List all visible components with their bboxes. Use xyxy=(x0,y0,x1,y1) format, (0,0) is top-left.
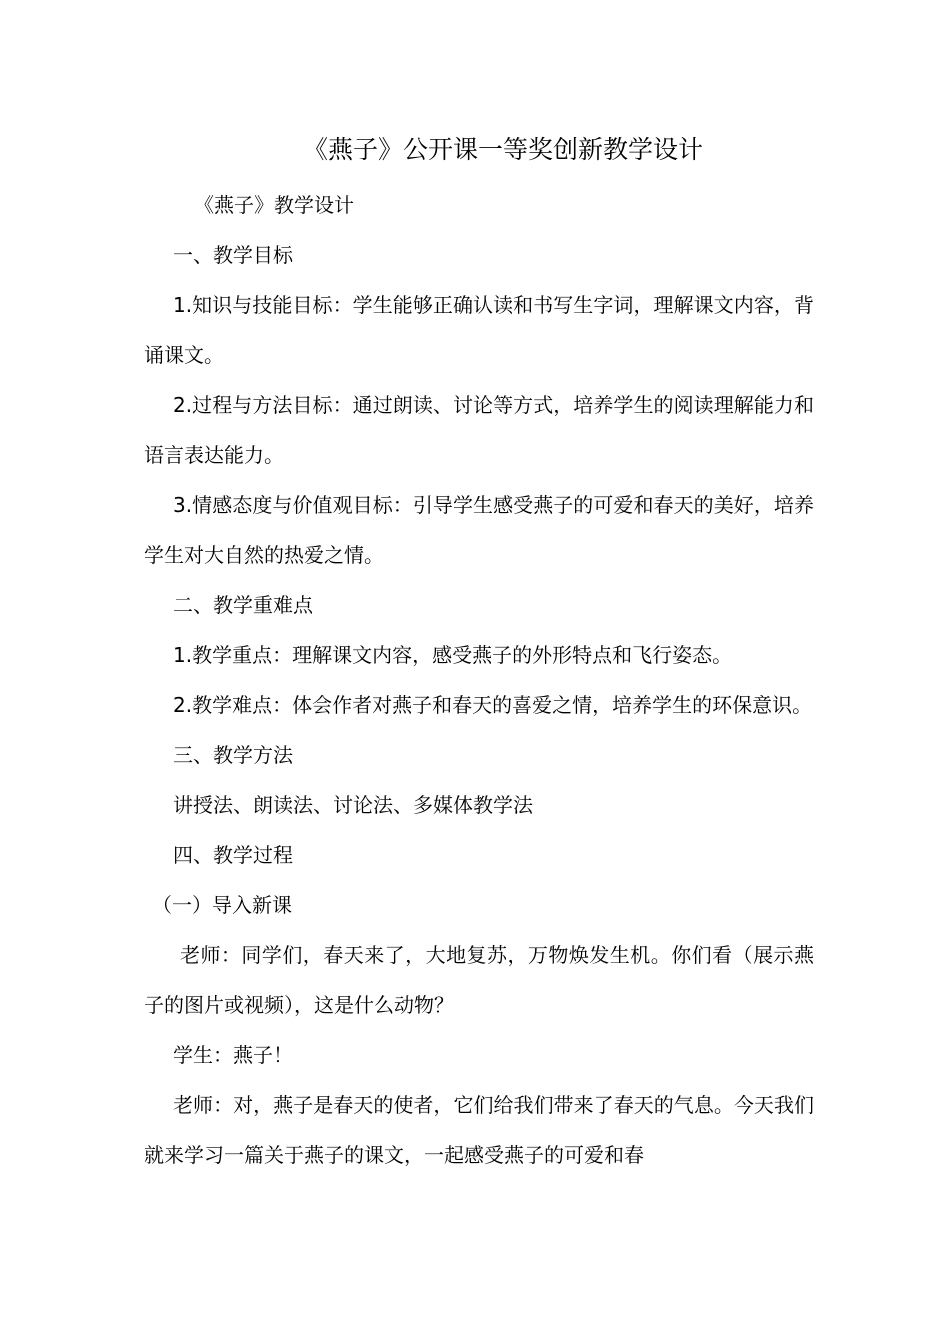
document-body xyxy=(144,180,814,1180)
section-heading-goals: 一、教学目标 xyxy=(173,243,293,267)
paragraph-teacher-2: 老师：对，燕子是春天的使者，它们给我们带来了春天的气息。今天我们就来学习一篇关于燕子的课文，一起感受燕子的可爱和春 xyxy=(144,1093,814,1167)
section-heading-key-points: 二、教学重难点 xyxy=(173,593,313,617)
paragraph-goal-3: 3.情感态度与价值观目标：引导学生感受燕子的可爱和春天的美好，培养学生对大自然的热爱之情。 xyxy=(144,493,814,567)
subsection-heading-intro: （一）导入新课 xyxy=(152,893,292,917)
subtitle: 《燕子》教学设计 xyxy=(194,193,354,217)
paragraph-goal-2: 2.过程与方法目标：通过朗读、讨论等方式，培养学生的阅读理解能力和语言表达能力。 xyxy=(144,393,814,467)
document-title: 《燕子》公开课一等奖创新教学设计 xyxy=(302,135,703,164)
paragraph-student-1: 学生：燕子！ xyxy=(173,1043,293,1067)
paragraph-teacher-1: 老师：同学们，春天来了，大地复苏，万物焕发生机。你们看（展示燕子的图片或视频），这是什么动物？ xyxy=(144,943,814,1017)
section-heading-methods: 三、教学方法 xyxy=(173,743,293,767)
paragraph-methods: 讲授法、朗读法、讨论法、多媒体教学法 xyxy=(173,793,533,817)
paragraph-difficult-point: 2.教学难点：体会作者对燕子和春天的喜爱之情，培养学生的环保意识。 xyxy=(173,693,813,717)
paragraph-key-point: 1.教学重点：理解课文内容，感受燕子的外形特点和飞行姿态。 xyxy=(173,643,733,667)
paragraph-goal-1: 1.知识与技能目标：学生能够正确认读和书写生字词，理解课文内容，背诵课文。 xyxy=(144,293,814,367)
section-heading-process: 四、教学过程 xyxy=(173,843,293,867)
